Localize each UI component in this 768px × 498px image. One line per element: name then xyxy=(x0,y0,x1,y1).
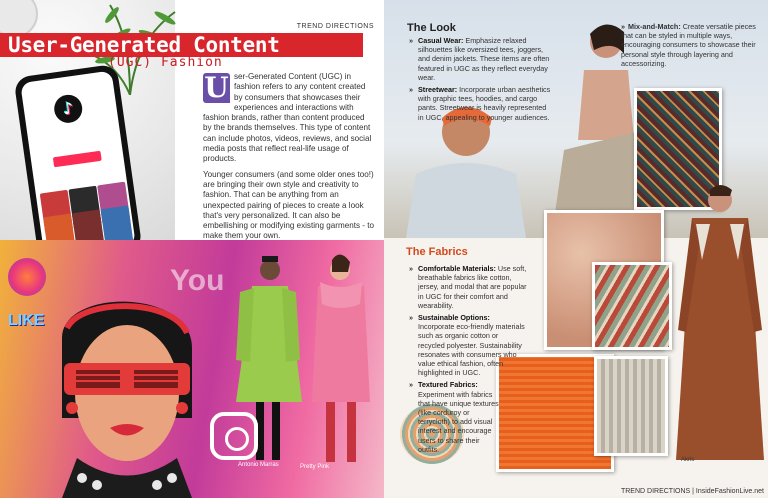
mix-and-match-item xyxy=(621,22,765,68)
list-item xyxy=(409,380,501,454)
intro-text xyxy=(203,72,375,247)
illustrated-woman-face xyxy=(42,278,212,498)
list-item xyxy=(409,264,527,310)
page-subtitle: (UGC) Fashion xyxy=(108,55,223,70)
list-item-label: Streetwear: xyxy=(418,85,458,95)
emoji-sticker xyxy=(8,258,46,296)
instagram-icon xyxy=(210,412,258,460)
model-akris-photo xyxy=(670,180,768,470)
caption-pretty-pink: Pretty Pink xyxy=(300,464,330,470)
list-item-text: Emphasize relaxed silhouettes like oversized tees, joggers, and denim jackets. These items are often featured in UGC as they reflect everyday wear. xyxy=(418,36,550,82)
the-look-list xyxy=(409,36,551,125)
right-page xyxy=(384,0,768,498)
list-item-text: Use soft, breathable fabrics like cotton, jersey, and modal that are popular in UGC for their comfort and wearability. xyxy=(418,264,527,310)
list-item xyxy=(409,313,527,377)
the-fabrics-heading: The Fabrics xyxy=(406,246,468,258)
list-item-label: Sustainable Options: xyxy=(418,313,490,323)
caption-akris: Akris xyxy=(681,457,695,463)
drop-cap: U xyxy=(204,71,229,104)
fabric-swatch-ruffle xyxy=(592,262,672,350)
fabric-swatch-woven xyxy=(594,356,668,456)
list-item-label: Casual Wear: xyxy=(418,36,464,45)
tiktok-icon: ♪ xyxy=(52,93,84,125)
intro-paragraph-1: ser-Generated Content (UGC) in fashion refers to any content created by consumers that showcases their experiences and interactions with fashion brands, rather than content produced by the brands themselves. This type of content can include photos, videos, reviews, and social media posts that reflect real-life usage of products. xyxy=(203,72,372,164)
list-item-label: Mix-and-Match: xyxy=(628,22,681,31)
the-look-heading: The Look xyxy=(407,22,456,34)
list-item-text: Incorporate urban aesthetics with graphic tees, hoodies, and cargo pants. Streetwear is heavily represented in UGC, appealing to younger audiences. xyxy=(418,85,551,122)
list-item-text: Incorporate eco-friendly materials such as organic cotton or recycled polyester. Sustainability resonates with consumers who value ethical fashion, often highlighted in UGC. xyxy=(418,322,525,378)
model-pink-coat xyxy=(304,252,378,472)
section-kicker: TREND DIRECTIONS xyxy=(296,23,374,30)
list-item-text: Create versatile pieces that can be styled in multiple ways, encouraging consumers to showcase their personal style through layering and accessorizing. xyxy=(621,22,756,68)
page-footer: TREND DIRECTIONS | InsideFashionLive.net xyxy=(620,488,764,495)
list-item-label: Textured Fabrics: xyxy=(418,380,478,390)
list-item xyxy=(409,36,551,82)
page-title: User-Generated Content xyxy=(8,33,280,57)
collage-word-you: You xyxy=(170,264,225,297)
the-fabrics-list xyxy=(409,264,527,457)
tiktok-profile-screen xyxy=(20,70,136,257)
collage-word-like: LIKE xyxy=(8,312,45,329)
caption-antonio-marras: Antonio Marras xyxy=(238,462,279,468)
intro-paragraph-2: Younger consumers (and some older ones too!) are bringing their own style and creativity to fashion. That can be anything from an unexpected pairing of pieces to create a look that's very personalized. It can also be embellishing or modifying existing garments - to make them your own. xyxy=(203,169,374,241)
list-item xyxy=(409,85,551,122)
follow-button xyxy=(53,151,102,168)
list-item-text: Experiment with fabrics that have unique textures (like corduroy or terrycloth) to add visual interest and encourage users to share their outfits. xyxy=(418,389,499,454)
list-item-label: Comfortable Materials: xyxy=(418,264,496,273)
